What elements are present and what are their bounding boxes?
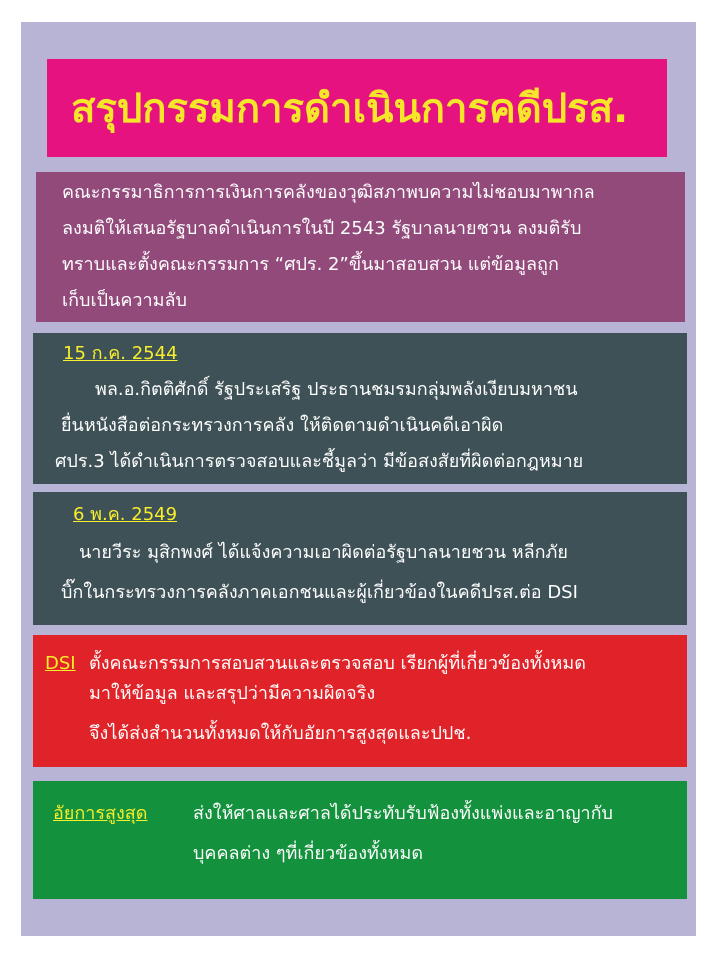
dsi-line: จึงได้ส่งสำนวนทั้งหมดให้กับอัยการสูงสุดและปปช. — [89, 723, 472, 744]
dsi-label: DSI — [45, 653, 76, 674]
intro-line: คณะกรรมาธิการการเงินการคลังของวุฒิสภาพบความไม่ชอบมาพากล — [62, 182, 595, 203]
dsi-line: ตั้งคณะกรรมการสอบสวนและตรวจสอบ เรียกผู้ที่เกี่ยวข้องทั้งหมด — [89, 653, 586, 674]
event-line: ศปร.3 ได้ดำเนินการตรวจสอบและชี้มูลว่า มีข้อสงสัยที่ผิดต่อกฎหมาย — [55, 451, 584, 472]
prosecutor-line: บุคคลต่าง ๆที่เกี่ยวข้องทั้งหมด — [193, 843, 424, 864]
title-banner — [47, 59, 667, 157]
prosecutor-line: ส่งให้ศาลและศาลได้ประทับรับฟ้องทั้งแพ่งและอาญากับ — [193, 803, 613, 824]
dsi-panel — [33, 635, 687, 767]
intro-panel — [36, 172, 685, 322]
event-panel-2549 — [33, 492, 687, 625]
event-date: 15 ก.ค. 2544 — [63, 343, 178, 364]
intro-line: ทราบและตั้งคณะกรรมการ “ศปร. 2”ขึ้นมาสอบสวน แต่ข้อมูลถูก — [62, 254, 559, 275]
dsi-line: มาให้ข้อมูล และสรุปว่ามีความผิดจริง — [89, 683, 376, 704]
event-date: 6 พ.ค. 2549 — [73, 504, 178, 525]
page-title: สรุปกรรมการดำเนินการคดีปรส. — [71, 86, 629, 132]
event-line: บิ๊กในกระทรวงการคลังภาคเอกชนและผู้เกี่ยวข้องในคดีปรส.ต่อ DSI — [61, 582, 578, 603]
prosecutor-panel — [33, 781, 687, 899]
event-line: พล.อ.กิตติศักดิ์ รัฐประเสริฐ ประธานชมรมกลุ่มพลังเงียบมหาชน — [95, 379, 578, 400]
intro-line: เก็บเป็นความลับ — [62, 290, 187, 311]
prosecutor-label: อัยการสูงสุด — [53, 803, 148, 824]
event-panel-2544 — [33, 333, 687, 484]
event-line: นายวีระ มุสิกพงศ์ ได้แจ้งความเอาผิดต่อรัฐบาลนายชวน หลีกภัย — [79, 542, 568, 563]
event-line: ยื่นหนังสือต่อกระทรวงการคลัง ให้ติดตามดำเนินคดีเอาผิด — [61, 415, 504, 436]
intro-line: ลงมติให้เสนอรัฐบาลดำเนินการในปี 2543 รัฐบาลนายชวน ลงมติรับ — [62, 218, 582, 239]
